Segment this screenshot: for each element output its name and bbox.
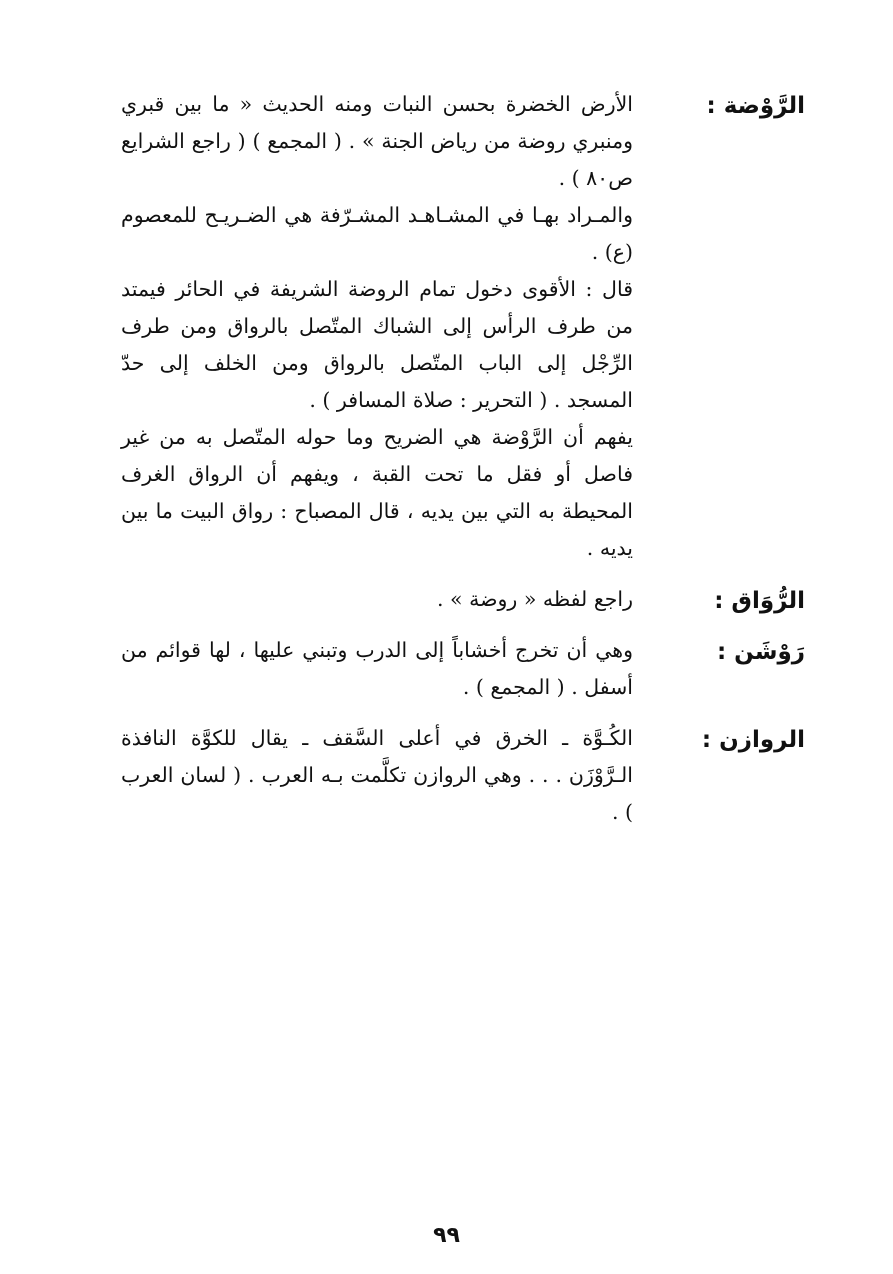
entry-definition xyxy=(121,86,633,567)
glossary-entry xyxy=(85,86,805,567)
glossary-entry xyxy=(85,632,805,706)
definition-paragraph: راجع لفظه « روضة » . xyxy=(437,587,633,611)
glossary-entry xyxy=(85,581,805,618)
entry-headword: الرُّوَاق : xyxy=(714,588,805,614)
entry-definition xyxy=(121,720,633,831)
entry-headword: الروازن : xyxy=(701,727,805,753)
definition-paragraph: قال : الأقوى دخول تمام الروضة الشريفة في الحائر فيمتد من طرف الرأس إلى الشباك المتّصل بالرواق ومن طرف الرِّجْل إلى الباب المتّصل بالرواق ومن الخلف إلى حدّ المسجد . ( التحرير : صلاة المسافر ) . xyxy=(121,277,633,412)
definition-paragraph: وهي أن تخرج أخشاباً إلى الدرب وتبني عليها ، لها قوائم من أسفل . ( المجمع ) . xyxy=(121,638,633,699)
page-number: ٩٩ xyxy=(433,1223,460,1248)
entry-headword: رَوْشَن : xyxy=(716,639,805,665)
glossary-entry xyxy=(85,720,805,831)
entry-definition xyxy=(121,632,633,706)
definition-paragraph: الكُـوَّة ـ الخرق في أعلى السَّقف ـ يقال للكوَّة النافذة الـرَّوْزَن . . . وهي الروازن تكلَّمت بـه العرب . ( لسان العرب ) . xyxy=(121,726,633,824)
definition-paragraph: والمـراد بهـا في المشـاهـد المشـرّفة هي الضـريـح للمعصوم (ع) . xyxy=(121,203,633,264)
glossary-entries xyxy=(85,86,805,845)
definition-paragraph: يفهم أن الرَّوْضة هي الضريح وما حوله المتّصل به من غير فاصل أو فقل ما تحت القبة ، ويفهم أن الرواق الغرف المحيطة به التي بين يديه ، قال المصباح : رواق البيت ما بين يديه . xyxy=(121,425,633,560)
definition-paragraph: الأرض الخضرة بحسن النبات ومنه الحديث « ما بين قبري ومنبري روضة من رياض الجنة » . ( المجمع ) ( راجع الشرايع ص٨٠ ) . xyxy=(121,92,633,190)
entry-definition xyxy=(121,581,633,618)
entry-headword: الرَّوْضة : xyxy=(706,93,805,119)
